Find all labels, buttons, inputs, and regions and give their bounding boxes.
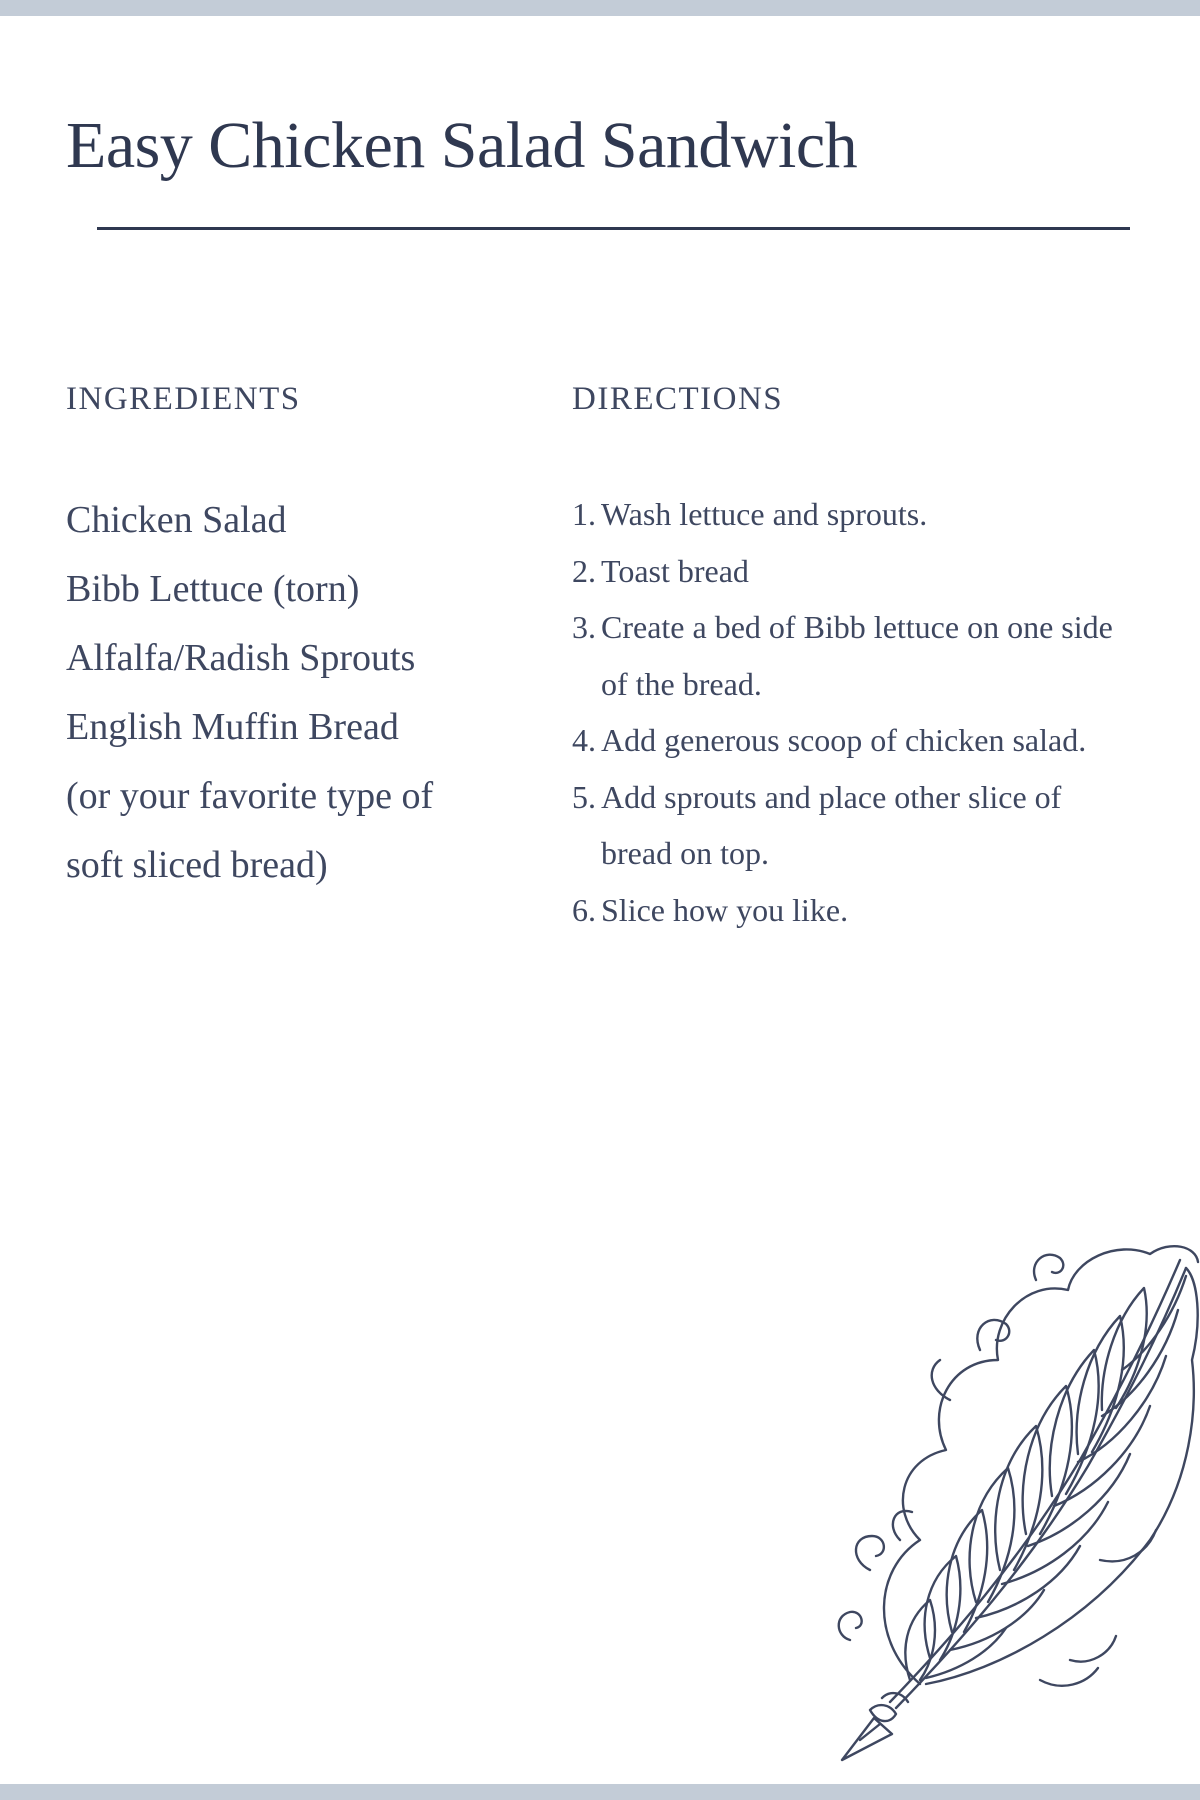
step-number: 4. <box>572 722 596 758</box>
ingredient-item: soft sliced bread) <box>66 844 328 886</box>
direction-step <box>572 486 1132 543</box>
ingredient-item: Chicken Salad <box>66 499 287 541</box>
ingredient-item: English Muffin Bread <box>66 706 399 748</box>
top-border-band <box>0 0 1200 16</box>
step-text: Create a bed of Bibb lettuce on one side of the bread. <box>601 609 1113 702</box>
step-number: 2. <box>572 552 596 589</box>
step-number: 1. <box>572 496 596 532</box>
step-number: 5. <box>572 778 596 815</box>
title-divider <box>97 227 1130 230</box>
ingredient-item: (or your favorite type of <box>66 775 434 817</box>
ingredients-list <box>66 486 506 900</box>
directions-heading: DIRECTIONS <box>572 381 784 417</box>
bottom-border-band <box>0 1784 1200 1800</box>
step-text: Toast bread <box>601 552 749 589</box>
step-text: Add generous scoop of chicken salad. <box>601 722 1087 758</box>
step-text: Wash lettuce and sprouts. <box>601 496 928 532</box>
directions-list <box>572 486 1132 938</box>
direction-step <box>572 712 1132 769</box>
step-text: Slice how you like. <box>601 891 849 928</box>
recipe-title: Easy Chicken Salad Sandwich <box>66 109 858 182</box>
step-number: 6. <box>572 891 596 928</box>
step-text: Add sprouts and place other slice of bread on top. <box>601 778 1062 871</box>
feather-quill-icon <box>830 1240 1200 1770</box>
ingredient-item: Bibb Lettuce (torn) <box>66 568 360 610</box>
direction-step <box>572 882 1132 939</box>
direction-step <box>572 769 1132 882</box>
direction-step <box>572 543 1132 600</box>
step-number: 3. <box>572 609 596 645</box>
ingredient-item: Alfalfa/Radish Sprouts <box>66 637 416 679</box>
ingredients-heading: INGREDIENTS <box>66 381 301 417</box>
direction-step <box>572 599 1132 712</box>
